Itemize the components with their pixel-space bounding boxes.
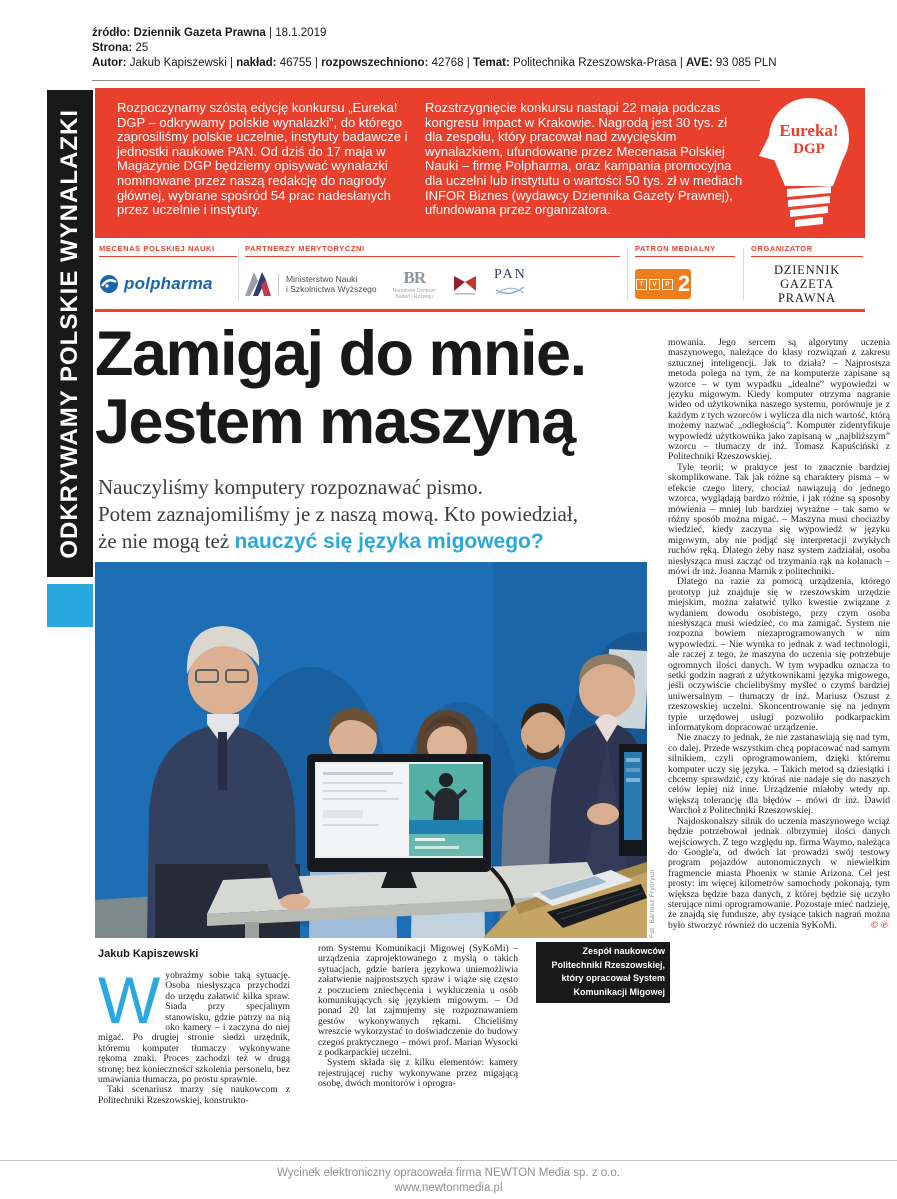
meta-row-source [92, 26, 777, 41]
tvp2-logo: T V P 2 [635, 269, 691, 299]
sponsor-divider [627, 248, 628, 300]
sponsor-divider [743, 248, 744, 300]
paragraph: mowania. Jego sercem są algorytmy uczenia maszynowego, należące do klasy rozwiązań z zakresu sztucznej inteligencji. Jak to działa? – Najprostsza metoda polega na tym, że na komputerze zapisane są wzorce – w tym wypadku „idealne” wypowiedzi w języku migowym. Kiedy komputer otrzyma nagranie wideo od użytkownika naszego systemu, porównuje je z każdym z tych wzorców i wylicza dla nich wartość, którą możemy nazwać „odległością”. Komputer zidentyfikuje wypowiedź użytkownika jako zapisaną w „najbliższym” wzorcu – tłumaczy dr inż. Tomasz Kapuściński z Politechniki Rzeszowskiej. [668, 337, 890, 463]
drop-cap: W [98, 963, 161, 1037]
ncbr-glyph: BR [403, 268, 426, 287]
contest-banner [95, 88, 865, 238]
article-byline: Jakub Kapiszewski [98, 948, 199, 960]
footer-url[interactable]: www.newtonmedia.pl [394, 1182, 503, 1194]
meta-page-label: Strona: [92, 42, 133, 54]
mecenas-label: MECENAS POLSKIEJ NAUKI [99, 244, 215, 253]
contest-intro-text: Rozpoczynamy szóstą edycję konkursu „Eureka! DGP – odkrywamy polskie wynalazki”, do którego zaprosiliśmy polskie uczelnie, instytuty badawcze i jednostki naukowe PAN. Od dziś do 17 maja w Magazynie DGP będziemy opisywać wynalazki nominowane przez naszą redakcję do nagrody głównej, wybrane spośród 54 prac nadesłanych przez uczelnie i instytuty. [117, 100, 408, 218]
partnerzy-underline [245, 256, 620, 257]
polpharma-icon [99, 274, 119, 294]
paragraph: Tyle teorii; w praktyce jest to znacznie bardziej skomplikowane. Tak jak różne są charaktery pisma – w efekcie czego litery, chociaż nawiązują do jednego wzorca, wyglądają bardzo różnie, i jak różne są sposoby mówienia – mniej lub bardziej wyraźne – tak samo w różny sposób można migać. – Maszyna musi chociażby wiedzieć, kiedy zaczyna się wypowiedź w języku migowym, aby nie podjąć się interpretacji zwykłych ruchów ręką. Dlatego żeby nasz system zadziałał, osoba niesłysząca musi zacząć od trzymania rąk na kolanach – mówi dr inż. Joanna Marnik z politechniki. [668, 461, 890, 577]
article-subhead: Nauczyliśmy komputery rozpoznawać pismo. Potem zaznajomiliśmy je z naszą mową. Kto powiedział, że nie mogą też nauczyć się języka migowego? [98, 475, 578, 553]
sponsor-section-mecenas [99, 244, 237, 306]
subhead-accent: nauczyć się języka migowego? [234, 530, 544, 553]
meta-row-details: Autor: Jakub Kapiszewski | nakład: 46755 | rozpowszechniono: 42768 | Temat: Politechnika Rzeszowska-Prasa | AVE: 93 085 PLN [92, 57, 777, 69]
eureka-dgp-logo [757, 94, 861, 236]
paragraph: System składa się z kilku elementów: kamery rejestrującej ruchy wykonywane przez migającą osobę, dwóch monitorów i oprogra- [318, 1057, 518, 1090]
organizator-underline [751, 256, 863, 257]
body-column-2 [318, 944, 518, 1090]
meta-source: źródło: Dziennik Gazeta Prawna [92, 27, 266, 39]
patron-label: PATRON MEDIALNY [635, 244, 716, 253]
sponsor-section-patron [635, 244, 735, 306]
polpharma-logo: polpharma [99, 274, 213, 294]
pan-swirl-icon [494, 286, 526, 296]
clipping-metadata [92, 26, 777, 71]
paragraph: Nie znaczy to jednak, że nie zastanawiają się nad tym, co dalej. Przede wszystkim chcą popracować nad samym silnikiem, czyli oprogramowaniem, dzięki któremu komputer uczy się języka. – Takich metod są dziesiątki i chcemy sprawdzić, czy któraś nie nadaje się do naszych celów lepiej niż inne. Urządzenie miałoby wtedy np. większą tolerancję dla błędów – mówi dr inż. Dawid Warchoł z Politechniki Rzeszowskiej. [668, 732, 890, 817]
dgp-logo: DZIENNIK GAZETA PRAWNA [773, 263, 841, 305]
paragraph: Taki scenariusz marzy się naukowcom z Politechniki Rzeszowskiej, konstrukto- [98, 1084, 290, 1106]
pan-logo: PAN [494, 267, 527, 301]
red-rule [95, 309, 865, 312]
mnisw-text: Ministerstwo Nauki i Szkolnictwa Wyższego [278, 274, 377, 295]
sponsor-section-partnerzy [245, 244, 620, 306]
team-photo [95, 562, 647, 938]
ncbr-logo: BR Narodowe Centrum Badań i Rozwoju [392, 268, 436, 300]
footer [0, 1166, 897, 1196]
sponsor-bar [95, 242, 865, 308]
mnisw-logo [245, 272, 377, 296]
photo-caption: Zespół naukowców Politechniki Rzeszowskiej, który opracował System Komunikacji Migowej [536, 942, 670, 1003]
photo-credit: Fot. Bartosz Frydrych [649, 869, 656, 938]
paragraph: rom Systemu Komunikacji Migowej (SyKoMi) – urządzenia zaprojektowanego z myślą o takich sytuacjach, gdzie bariera językowa uniemożliwia załatwienie najprostszych spraw i wiąże się często z poczuciem zniechęcenia i wykluczenia u osób komunikujących się językiem migowym. – Od ponad 20 lat zajmujemy się rozpoznawaniem gestów wykonywanych rękami. Chcieliśmy wreszcie wykorzystać to doświadczenie do budowy czegoś praktycznego – mówi prof. Marian Wysocki z podkarpackiej uczelni. [318, 943, 518, 1059]
body-column-1 [98, 963, 290, 1106]
sponsor-section-organizator [751, 244, 863, 306]
contest-prize-text: Rozstrzygnięcie konkursu nastąpi 22 maja podczas kongresu Impact w Krakowie. Nagrodą jest 30 tys. zł dla zespołu, który pracował nad zwycięskim wynalazkiem, ufundowane przez Mecenasa Polskiej Nauki – firmę Polpharma, oraz kampania promocyjna dla uczelni lub instytutu o wartości 50 tys. zł w mediach INFOR Biznes (wydawcy Dziennika Gazety Prawnej), ufundowana przez organizatora. [425, 100, 743, 218]
paragraph: Dlatego na razie za pomocą urządzenia, którego prototyp już znajduje się w rzeszowskim urzędzie miejskim, można załatwić tylko kwestie związane z wydaniem dowodu osobistego, przy czym osoba niesłysząca musi wiedzieć, co ma zamigać. System nie rozpozna bowiem niezaprogramowanych w nim wypowiedzi. – Nie wynika to jednak z wad technologii, ale raczej z tego, że maszyna do uczenia się potrzebuje ogromnych ilości danych. W tym wypadku oznacza to setki godzin nagrań z użytkownikami języka migowego, jeśli oczywiście chcielibyśmy myśleć o czymś bardziej uniwersalnym – tłumaczy dr inż. Mariusz Oszust z rzeszowskiej uczelni. Skoncentrowanie się na jednym typie urzędowej usługi pozwoliło podkarpackim informatykom dopracować urządzenie. [668, 576, 890, 734]
series-title: ODKRYWAMY POLSKIE WYNALAZKI [56, 108, 83, 559]
series-accent-square [47, 584, 93, 627]
organizator-label: ORGANIZATOR [751, 244, 813, 253]
mnisw-icon [245, 272, 271, 296]
partnerzy-label: PARTNERZY MERYTORYCZNI [245, 244, 365, 253]
eureka-logo-text: Eureka! DGP [779, 121, 839, 157]
team-photo-illustration [95, 562, 647, 938]
footer-text: Wycinek elektroniczny opracowała firma NEWTON Media sp. z o.o. [277, 1167, 620, 1179]
meta-divider [92, 80, 760, 81]
patron-underline [635, 256, 735, 257]
series-vertical-banner [47, 90, 93, 577]
paragraph: Najdoskonalszy silnik do uczenia maszynowego wciąż będzie potrzebował jednak olbrzymiej ilości danych wejściowych. Z tego względu np. firma Waymo, należąca do Google'a, od dwóch lat prowadzi swój testowy program pojazdów autonomicznych w niewielkim fragmencie miasta Phoenix w stanie Arizona. Cel jest prosty: im więcej kilometrów samochody pokonają, tym większa będzie baza danych, z której będzie się uczyło sterujące nimi oprogramowanie. Pozostaje mieć nadzieję, że znajdą się fundusze, aby tysiące takich nagrań można było stworzyć również do uczenia SyKoMi. ©℗ [668, 815, 890, 931]
paragraph: Wyobraźmy sobie taką sytuację. Osoba niesłysząca przychodzi do urzędu załatwić kilka spraw. Siada przy specjalnym stanowisku, gdzie patrzy na nią oko kamery – i zaczyna do niej migać. Po drugiej stronie siedzi urzędnik, któremu komputer tłumaczy wykonywane rękoma znaki. Proces zachodzi też w drugą stronę; bez konieczności szkolenia personelu, bez umawiania tłumacza, po prostu sprawnie. [98, 963, 290, 1086]
footer-divider [0, 1160, 897, 1161]
sponsor-divider [238, 248, 239, 300]
meta-page-value: 25 [132, 42, 149, 54]
mecenas-underline [99, 256, 237, 257]
body-column-3 [668, 338, 890, 931]
copyright-mark: ©℗ [870, 920, 890, 931]
article-headline: Zamigaj do mnie. Jestem maszyną [95, 319, 586, 457]
eureka-head-icon [757, 94, 861, 236]
meta-date: | 18.1.2019 [265, 27, 327, 39]
meta-row-page [92, 41, 777, 56]
partner-book-icon [452, 272, 478, 296]
